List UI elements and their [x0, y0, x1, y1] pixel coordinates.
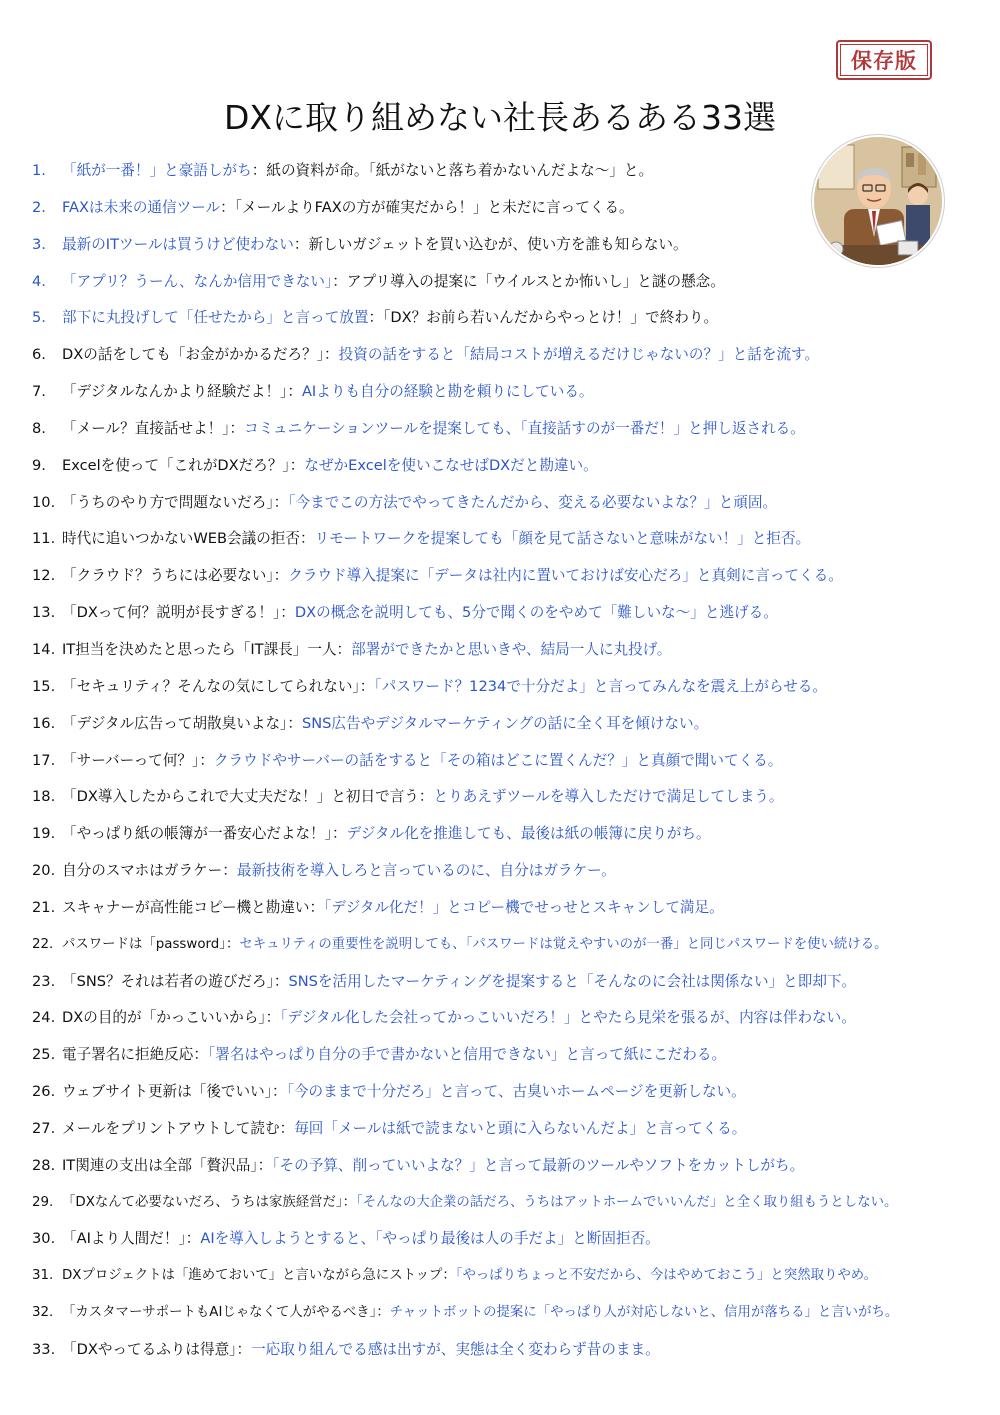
item-description: なぜかExcelを使いこなせばDXだと勘違い。 — [304, 456, 598, 474]
item-heading: 「紙が一番！」と豪語しがち — [62, 162, 252, 179]
list-item — [32, 672, 992, 709]
item-number: 27. — [32, 1119, 56, 1137]
item-number: 8. — [32, 419, 46, 437]
item-heading: 「セキュリティ？そんなの気にしてられない」 — [62, 677, 360, 695]
item-separator: ： — [289, 456, 305, 474]
list-item — [32, 303, 992, 340]
item-heading: 「DXやってるふりは得意」 — [62, 1341, 237, 1358]
list-item — [32, 488, 992, 525]
item-number: 13. — [32, 604, 56, 622]
item-number: 4. — [32, 272, 46, 290]
item-description: 毎回「メールは紙で読まないと頭に入らないんだよ」と言ってくる。 — [294, 1119, 747, 1137]
item-number: 12. — [32, 567, 56, 585]
item-separator: ： — [279, 1119, 295, 1137]
item-heading: 「DXなんて必要ないだろ、うちは家族経営だ」 — [62, 1194, 343, 1210]
item-description: 「メールよりFAXの方が確実だから！」と未だに言ってくる。 — [234, 198, 634, 216]
item-heading: 「DX導入したからこれで大丈夫だな！」と初日で言う — [62, 788, 419, 806]
item-description: 紙の資料が命。「紙がないと落ち着かないんだよな〜」と。 — [266, 162, 654, 179]
item-number: 17. — [32, 751, 56, 769]
list-item — [32, 746, 992, 783]
list-item — [32, 967, 992, 1004]
item-number: 20. — [32, 862, 56, 880]
item-separator: ： — [332, 272, 347, 290]
list-item — [32, 267, 992, 304]
item-number: 5. — [32, 309, 46, 327]
item-heading: Excelを使って「これがDXだろ？」 — [62, 456, 290, 474]
list-item — [32, 930, 992, 967]
item-number: 21. — [32, 898, 56, 916]
item-description: クラウド導入提案に「データは社内に置いておけば安心だろ」と真剣に言ってくる。 — [288, 567, 843, 585]
list-item — [32, 1188, 992, 1225]
item-number: 16. — [32, 714, 56, 732]
item-heading: 電子署名に拒絶反応 — [62, 1046, 194, 1064]
item-separator: ： — [280, 604, 295, 622]
item-number: 23. — [32, 972, 56, 990]
item-heading: 「デジタルなんかより経験だよ！」 — [62, 383, 288, 401]
item-number: 31. — [32, 1268, 54, 1284]
item-separator: ： — [226, 936, 240, 952]
item-separator: ： — [185, 1230, 201, 1248]
list-item — [32, 230, 992, 267]
item-number: 9. — [32, 456, 46, 474]
item-description: チャットボットの提案に「やっぱり人が対応しないと、信用が落ちる」と言いがち。 — [389, 1305, 899, 1321]
item-separator: ： — [376, 1305, 390, 1321]
item-separator: ： — [220, 198, 235, 216]
item-separator: ： — [222, 862, 237, 880]
item-number: 28. — [32, 1156, 56, 1174]
item-heading: DXプロジェクトは「進めておいて」と言いながら急にストップ — [62, 1268, 443, 1284]
list-item — [32, 1151, 992, 1188]
item-separator: ： — [273, 972, 289, 990]
item-separator: ： — [273, 567, 289, 585]
aruaru-list — [32, 156, 992, 1372]
item-number: 15. — [32, 677, 56, 695]
item-heading: 「メール？直接話せよ！」 — [62, 419, 230, 437]
item-separator: ： — [331, 825, 347, 843]
item-number: 19. — [32, 825, 56, 843]
item-description: 部署ができたかと思いきや、結局一人に丸投げ。 — [351, 640, 672, 658]
item-description: アプリ導入の提案に「ウイルスとか怖いし」と謎の懸念。 — [346, 272, 725, 290]
list-item — [32, 635, 992, 672]
item-separator: ： — [342, 1194, 356, 1210]
list-item — [32, 1003, 992, 1040]
list-item — [32, 1298, 992, 1335]
item-heading: IT関連の支出は全部「贅沢品」 — [62, 1156, 258, 1174]
item-description: 「やっぱりちょっと不安だから、今はやめておこう」と突然取りやめ。 — [455, 1268, 878, 1284]
item-number: 2. — [32, 198, 46, 216]
item-separator: ： — [368, 309, 384, 327]
item-heading: IT担当を決めたと思ったら「IT課長」一人 — [62, 640, 337, 658]
list-item — [32, 377, 992, 414]
item-number: 30. — [32, 1230, 56, 1248]
item-description: DXの概念を説明しても、5分で聞くのをやめて「難しいな〜」と逃げる。 — [294, 604, 778, 622]
item-heading: 「クラウド？うちには必要ない」 — [62, 567, 274, 585]
item-heading: FAXは未来の通信ツール — [62, 198, 221, 216]
item-heading: 時代に追いつかないWEB会議の拒否 — [62, 530, 300, 548]
item-separator: ： — [273, 493, 289, 511]
list-item — [32, 709, 992, 746]
list-item — [32, 598, 992, 635]
item-heading: メールをプリントアウトして読む — [62, 1119, 280, 1137]
item-separator: ： — [236, 1341, 252, 1358]
list-item — [32, 819, 992, 856]
item-number: 22. — [32, 936, 54, 952]
page-title: DXに取り組めない社長あるある33選 — [223, 98, 776, 137]
item-number: 10. — [32, 493, 56, 511]
item-description: 「その予算、削っていいよな？」と言って最新のツールやソフトをカットしがち。 — [272, 1156, 805, 1174]
item-description: 「デジタル化だ！」とコピー機でせっせとスキャンして満足。 — [324, 898, 724, 916]
item-description: 「今のままで十分だろ」と言って、古臭いホームページを更新しない。 — [286, 1083, 746, 1101]
item-heading: 部下に丸投げして「任せたから」と言って放置 — [62, 309, 369, 327]
item-heading: 「AIより人間だ！」 — [62, 1230, 186, 1248]
item-heading: 「アプリ？うーん、なんか信用できない」 — [62, 272, 333, 290]
item-description: 「署名はやっぱり自分の手で書かないと信用できない」と言って紙にこだわる。 — [207, 1046, 727, 1064]
list-item — [32, 193, 992, 230]
item-description: 「今までこの方法でやってきたんだから、変える必要ないよな？」と頑固。 — [288, 493, 778, 511]
item-separator: ： — [442, 1268, 456, 1284]
item-number: 11. — [32, 530, 56, 548]
item-heading: 「SNS？それは若者の遊びだろ」 — [62, 972, 274, 990]
item-heading: 「うちのやり方で問題ないだろ」 — [62, 493, 274, 511]
item-description: とりあえずツールを導入しただけで満足してしまう。 — [433, 788, 784, 806]
item-separator: ： — [293, 235, 309, 253]
item-separator: ： — [265, 1009, 281, 1027]
item-separator: ： — [287, 383, 302, 401]
item-separator: ： — [418, 788, 434, 806]
list-item — [32, 782, 992, 819]
item-heading: 「やっぱり紙の帳簿が一番安心だよな！」 — [62, 825, 332, 843]
item-separator: ： — [199, 751, 214, 769]
item-separator: ： — [272, 1083, 287, 1101]
item-description: デジタル化を推進しても、最後は紙の帳簿に戻りがち。 — [346, 825, 711, 843]
item-separator: ： — [257, 1156, 273, 1174]
item-description: 「デジタル化した会社ってかっこいいだろ！」とやたら見栄を張るが、内容は伴わない。 — [280, 1009, 856, 1027]
list-item — [32, 451, 992, 488]
list-item — [32, 1040, 992, 1077]
item-description: AIよりも自分の経験と勘を頼りにしている。 — [301, 383, 594, 401]
item-number: 14. — [32, 640, 56, 658]
item-separator: ： — [193, 1046, 208, 1064]
item-number: 24. — [32, 1009, 56, 1027]
item-separator: ： — [229, 419, 245, 437]
item-description: 一応取り組んでる感は出すが、実態は全く変わらず昔のまま。 — [251, 1341, 660, 1358]
item-description: 「パスワード？1234で十分だよ」と言ってみんなを震え上がらせる。 — [374, 677, 827, 695]
list-item — [32, 1114, 992, 1151]
item-description: セキュリティの重要性を説明しても、「パスワードは覚えやすいのが一番」と同じパスワードを使い続ける。 — [239, 936, 888, 952]
item-number: 25. — [32, 1046, 56, 1064]
list-item — [32, 561, 992, 598]
item-description: 新しいガジェットを買い込むが、使い方を誰も知らない。 — [308, 235, 688, 253]
list-item — [32, 156, 992, 193]
item-heading: DXの話をしても「お金がかかるだろ？」 — [62, 346, 325, 364]
item-number: 1. — [32, 162, 46, 179]
item-separator: ： — [336, 640, 352, 658]
item-description: SNS広告やデジタルマーケティングの話に全く耳を傾けない。 — [301, 714, 709, 732]
item-description: 投資の話をすると「結局コストが増えるだけじゃないの？」と話を流す。 — [338, 346, 820, 364]
item-description: AIを導入しようとすると、「やっぱり最後は人の手だよ」と断固拒否。 — [200, 1230, 660, 1248]
item-heading: 最新のITツールは買うけど使わない — [62, 235, 294, 253]
item-description: 「そんなの大企業の話だろ、うちはアットホームでいいんだ」と全く取り組もうとしない。 — [356, 1194, 898, 1210]
list-item — [32, 524, 992, 561]
list-item — [32, 340, 992, 377]
item-separator: ： — [324, 346, 339, 364]
list-item — [32, 1335, 992, 1372]
item-heading: 「サーバーって何？」 — [62, 751, 200, 769]
list-item — [32, 414, 992, 451]
item-heading: スキャナーが高性能コピー機と勘違い — [62, 898, 310, 916]
list-item — [32, 1261, 992, 1298]
save-edition-stamp: 保存版 — [836, 40, 932, 80]
item-number: 6. — [32, 346, 46, 364]
item-description: SNSを活用したマーケティングを提案すると「そんなのに会社は関係ない」と即却下。 — [288, 972, 857, 990]
item-separator: ： — [251, 162, 267, 179]
list-item — [32, 1077, 992, 1114]
item-description: クラウドやサーバーの話をすると「その箱はどこに置くんだ？」と真顔で聞いてくる。 — [213, 751, 783, 769]
item-heading: ウェブサイト更新は「後でいい」 — [62, 1083, 273, 1101]
item-heading: DXの目的が「かっこいいから」 — [62, 1009, 266, 1027]
item-separator: ： — [309, 898, 325, 916]
item-heading: パスワードは「password」 — [62, 936, 226, 952]
item-heading: 「DXって何？説明が長すぎる！」 — [62, 604, 281, 622]
item-description: 最新技術を導入しろと言っているのに、自分はガラケー。 — [236, 862, 616, 880]
list-item — [32, 893, 992, 930]
item-number: 18. — [32, 788, 56, 806]
item-number: 7. — [32, 383, 46, 401]
item-description: コミュニケーションツールを提案しても、「直接話すのが一番だ！」と押し返される。 — [244, 419, 805, 437]
item-separator: ： — [359, 677, 375, 695]
item-heading: 「デジタル広告って胡散臭いよな」 — [62, 714, 288, 732]
list-item — [32, 856, 992, 893]
item-heading: 自分のスマホはガラケー — [62, 862, 223, 880]
list-item — [32, 1224, 992, 1261]
item-number: 29. — [32, 1194, 54, 1210]
item-number: 33. — [32, 1341, 56, 1358]
item-number: 26. — [32, 1083, 56, 1101]
item-separator: ： — [299, 530, 315, 548]
item-description: リモートワークを提案しても「顔を見て話さないと意味がない！」と拒否。 — [314, 530, 811, 548]
item-number: 32. — [32, 1305, 54, 1321]
item-heading: 「カスタマーサポートもAIじゃなくて人がやるべき」 — [62, 1305, 377, 1321]
item-separator: ： — [287, 714, 302, 732]
item-number: 3. — [32, 235, 46, 253]
item-description: 「DX？お前ら若いんだからやっとけ！」で終わり。 — [383, 309, 719, 327]
